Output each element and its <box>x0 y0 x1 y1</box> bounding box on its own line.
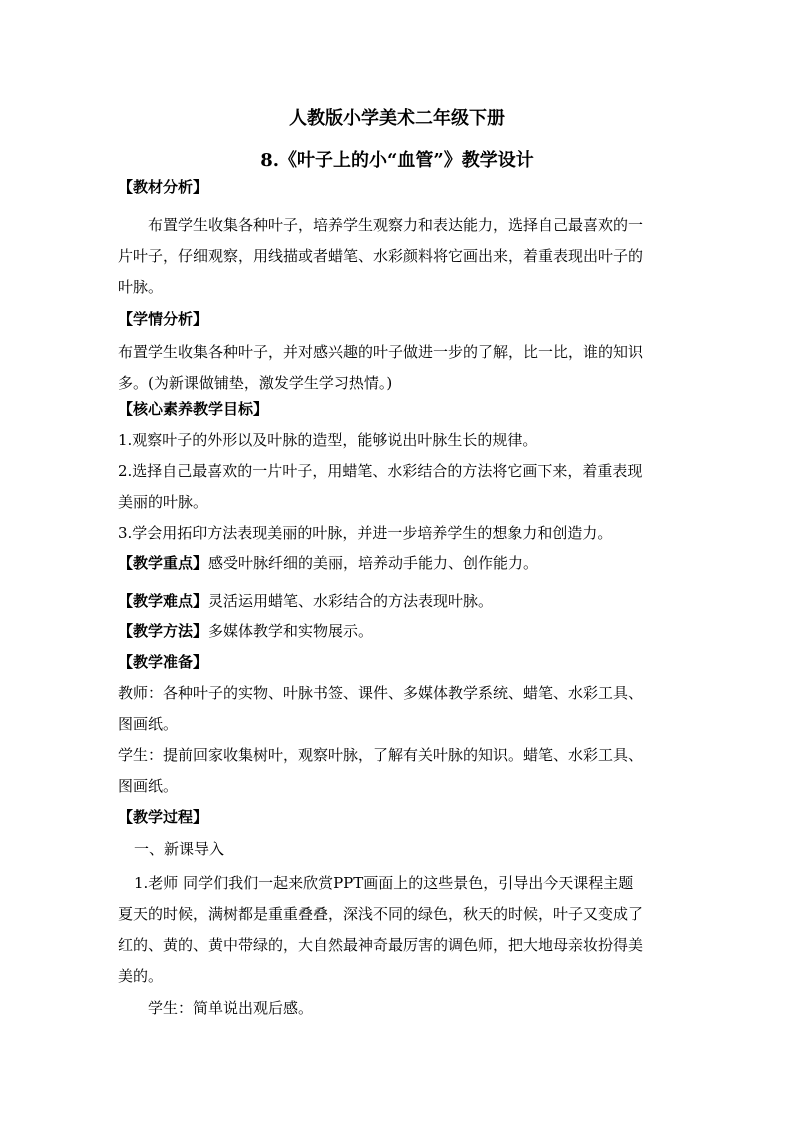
paragraph-line: 夏天的时候，满树都是重重叠叠，深浅不同的绿色，秋天的时候，叶子又变成了 <box>118 905 644 923</box>
paragraph-line: 美的。 <box>118 967 164 985</box>
paragraph-line: 学生：提前回家收集树叶，观察叶脉，了解有关叶脉的知识。蜡笔、水彩工具、 <box>118 746 644 764</box>
goal-item: 2.选择自己最喜欢的一片叶子，用蜡笔、水彩结合的方法将它画下来，着重表现 <box>118 462 643 480</box>
paragraph-line: 多。(为新课做铺垫，激发学生学习热情。) <box>118 374 393 392</box>
process-paragraph <box>118 868 686 992</box>
goal-item: 美丽的叶脉。 <box>118 493 209 511</box>
paragraph-line: 红的、黄的、黄中带绿的，大自然最神奇最厉害的调色师，把大地母亲妆扮得美 <box>118 936 644 954</box>
students-paragraph <box>118 337 686 399</box>
paragraph-line: 布置学生收集各种叶子，并对感兴趣的叶子做进一步的了解，比一比，谁的知识 <box>118 343 644 361</box>
document-title: 人教版小学美术二年级下册 <box>289 108 505 129</box>
goal-item: 1.观察叶子的外形以及叶脉的造型，能够说出叶脉生长的规律。 <box>118 431 538 449</box>
goal-item: 3.学会用拓印方法表现美丽的叶脉，并进一步培养学生的想象力和创造力。 <box>118 524 613 542</box>
prep-paragraph <box>118 678 686 802</box>
key-point-label: 【教学重点】 <box>118 554 209 572</box>
difficulty-text: 灵活运用蜡笔、水彩结合的方法表现叶脉。 <box>208 592 494 610</box>
key-point-line <box>118 548 686 579</box>
paragraph-line: 图画纸。 <box>118 715 179 733</box>
students-heading: 【学情分析】 <box>118 310 209 328</box>
process-heading: 【教学过程】 <box>118 808 209 826</box>
paragraph-line: 片叶子，仔细观察，用线描或者蜡笔、水彩颜料将它画出来，着重表现出叶子的 <box>118 247 644 265</box>
paragraph-line: 图画纸。 <box>118 777 179 795</box>
paragraph-line: 叶脉。 <box>118 278 164 296</box>
key-point-text: 感受叶脉纤细的美丽，培养动手能力、创作能力。 <box>208 554 539 572</box>
method-line <box>118 616 686 647</box>
paragraph-line: 1.老师 同学们我们一起来欣赏PPT画面上的这些景色，引导出今天课程主题 <box>134 874 634 892</box>
material-paragraph <box>118 210 686 303</box>
prep-heading: 【教学准备】 <box>118 653 209 671</box>
paragraph-line: 教师：各种叶子的实物、叶脉书签、课件、多媒体教学系统、蜡笔、水彩工具、 <box>118 684 644 702</box>
difficulty-label: 【教学难点】 <box>118 592 209 610</box>
method-label: 【教学方法】 <box>118 622 209 640</box>
material-heading: 【教材分析】 <box>118 178 209 196</box>
goals-heading: 【核心素养教学目标】 <box>118 400 269 418</box>
goals-list <box>118 425 686 549</box>
method-text: 多媒体教学和实物展示。 <box>208 622 374 640</box>
paragraph-line: 布置学生收集各种叶子，培养学生观察力和表达能力，选择自己最喜欢的一 <box>148 216 644 234</box>
document-subtitle: 8.《叶子上的小“血管”》教学设计 <box>260 150 534 171</box>
difficulty-line <box>118 586 686 617</box>
process-section-title: 一、新课导入 <box>134 840 225 858</box>
student-response: 学生：简单说出观后感。 <box>148 999 314 1017</box>
